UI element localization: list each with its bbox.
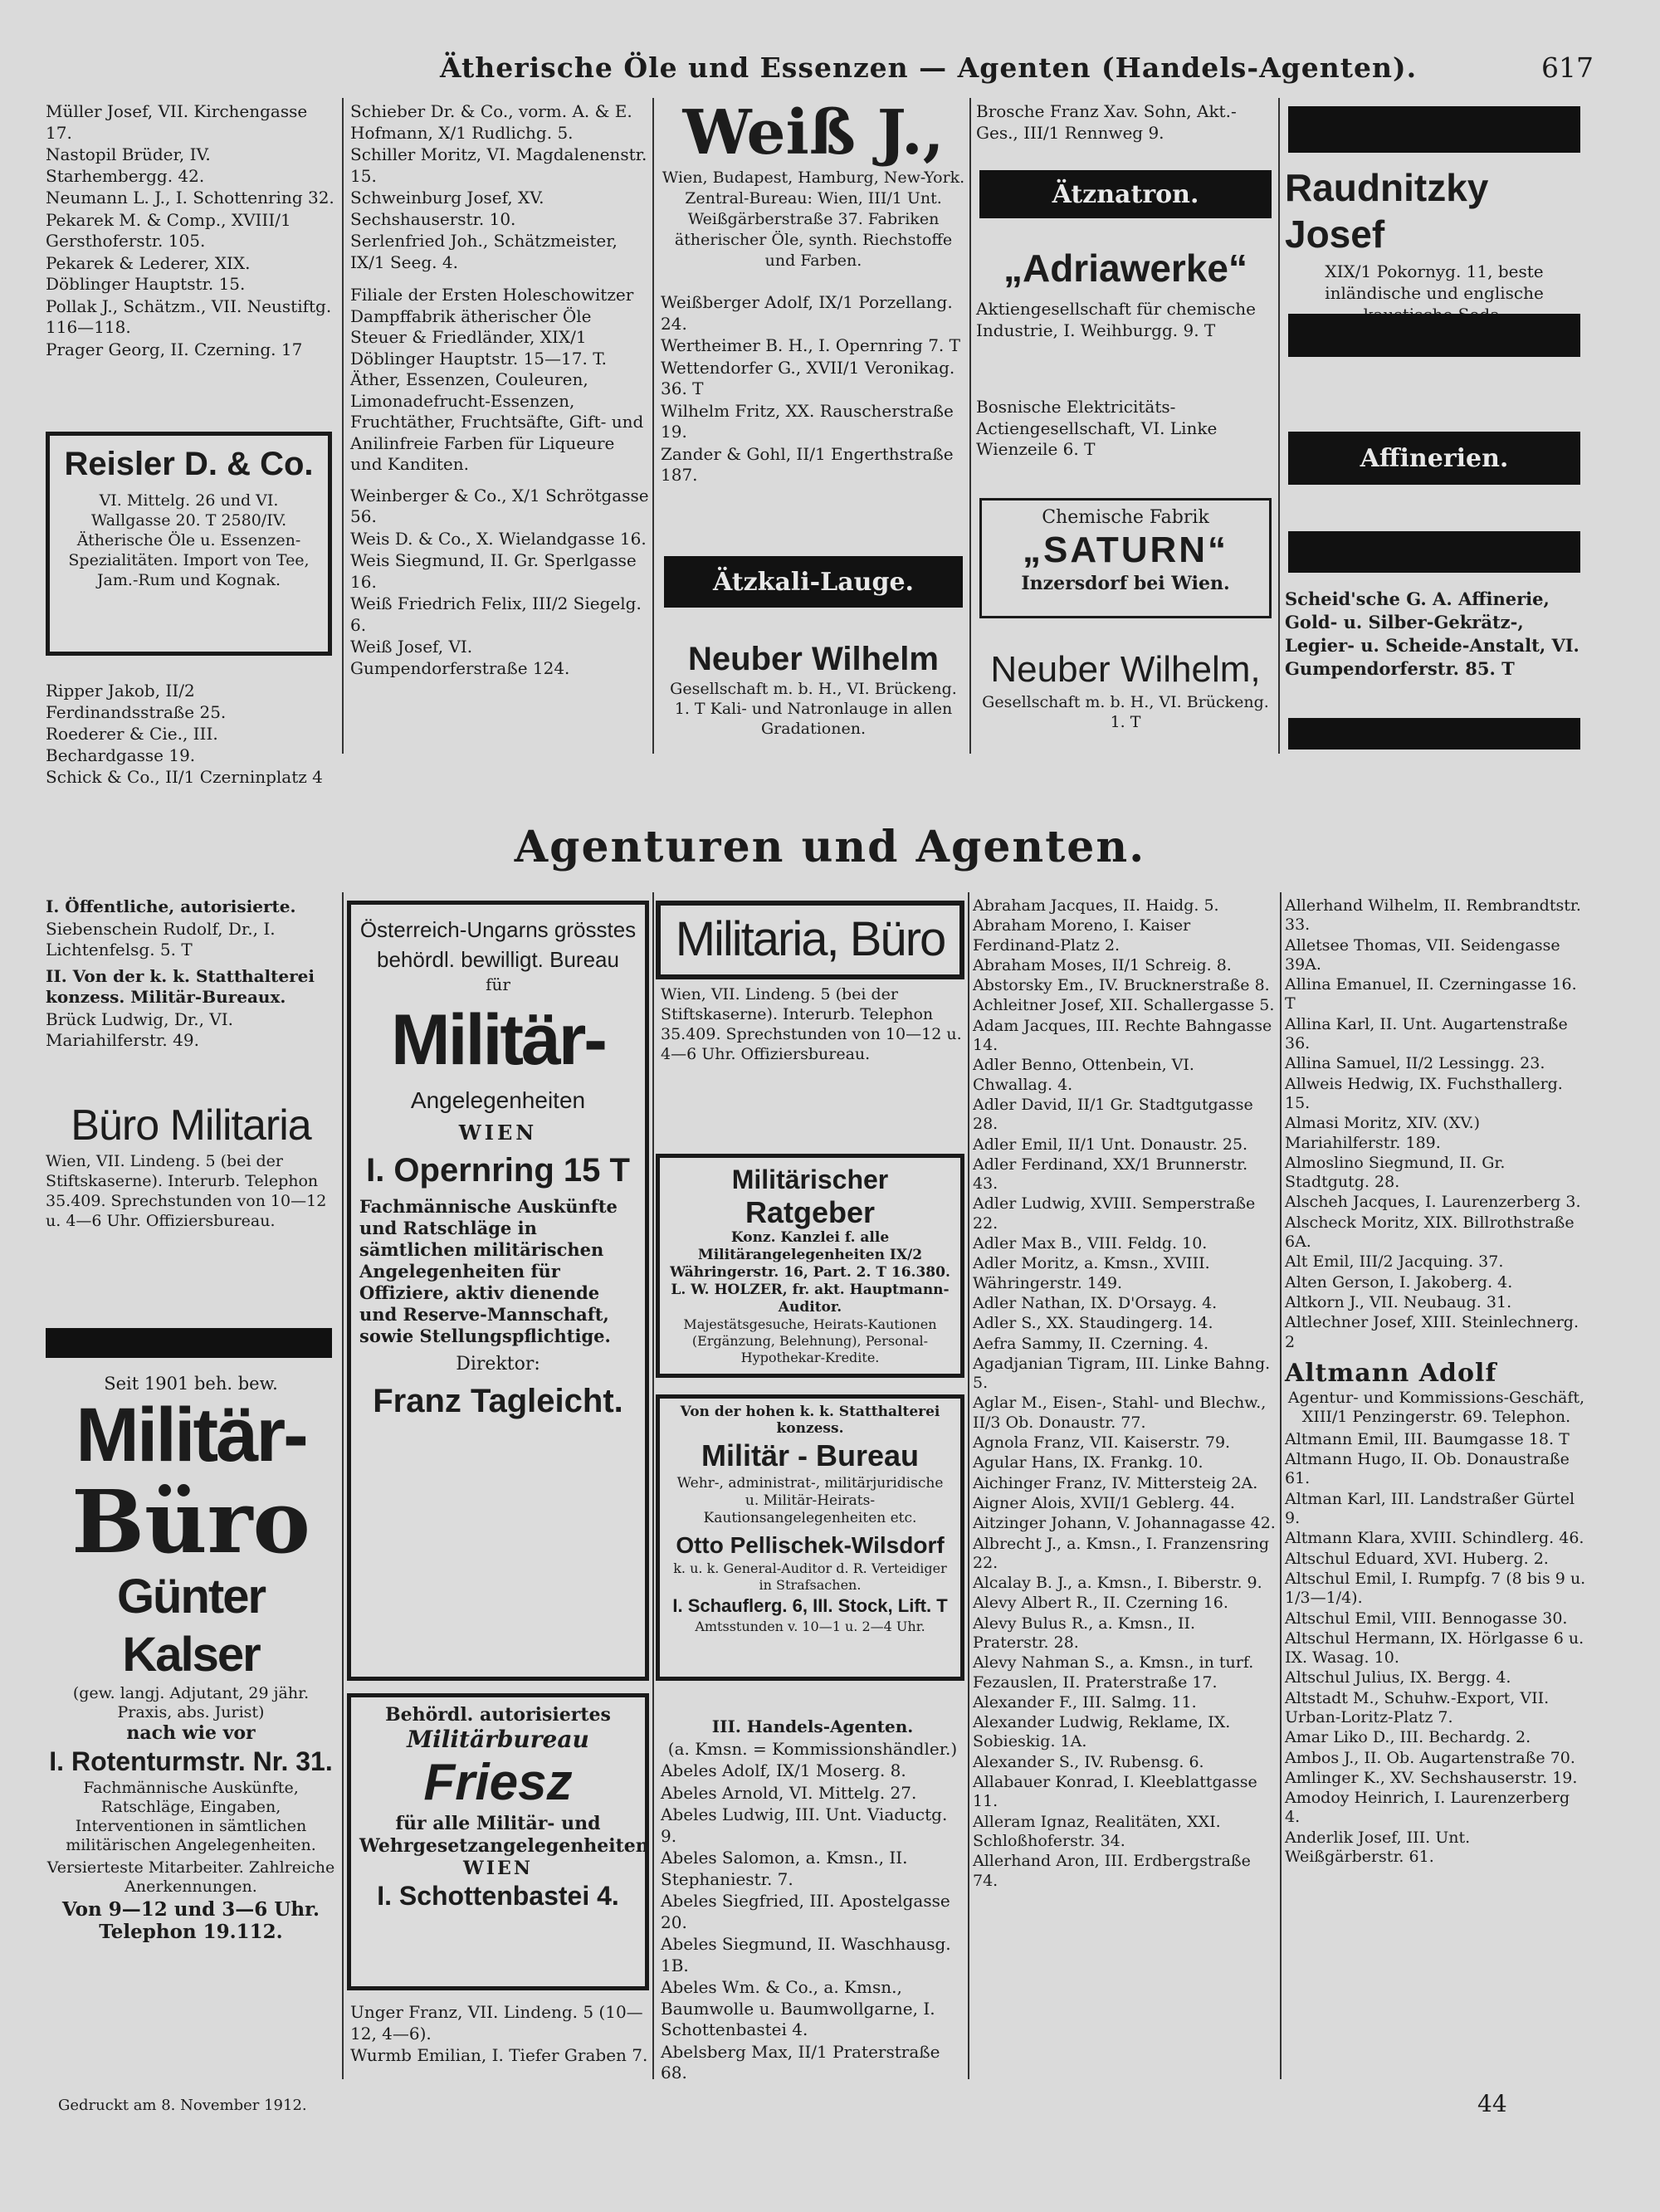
decorative-bar	[1288, 718, 1580, 750]
list-item: Altman Karl, III. Landstraßer Gürtel 9.	[1285, 1489, 1575, 1528]
list-item: Brück Ludwig, Dr., VI. Mariahilferstr. 49.	[46, 1008, 233, 1050]
list-item: Almoslino Siegmund, II. Gr. Stadtgutg. 28.	[1285, 1153, 1506, 1192]
ad-heading: Ratgeber	[745, 1195, 876, 1229]
ad-heading: Militär - Bureau	[701, 1438, 920, 1472]
ad-line: Von der hohen k. k. Statthalterei konzess.	[680, 1404, 940, 1437]
list-item: Adler Emil, II/1 Unt. Donaustr. 25.	[973, 1135, 1248, 1154]
section-bar-affinerien: Affinerien.	[1288, 432, 1580, 485]
list-item: Wertheimer B. H., I. Opernring 7. T	[661, 335, 960, 355]
ad-line: Versierteste Mitarbeiter. Zahlreiche Anerkennungen.	[46, 1858, 335, 1896]
ad-text: XIX/1 Pokornyg. 11, beste inländische und englische	[1325, 261, 1544, 303]
page-header	[33, 51, 1627, 88]
list-item: Alevy Nahman S., a. Kmsn., in turf. Fezauslen, II. Praterstraße 17.	[973, 1653, 1254, 1692]
ad-text: Wien, VII. Lindeng. 5 (bei der Stiftskaserne). Interurb. Telephon 35.409. Sprechstunden von 10—12 u. 4—6 Uhr. Offiziersbureau.	[46, 1152, 327, 1230]
list-item: Adler Nathan, IX. D'Orsayg. 4.	[973, 1293, 1218, 1312]
list-item: Altlechner Josef, XIII. Steinlechnerg. 2	[1285, 1313, 1579, 1351]
ad-heading: I. Schottenbastei 4.	[377, 1881, 619, 1911]
list-item: Abraham Moreno, I. Kaiser Ferdinand-Platz 2.	[973, 916, 1191, 955]
list-item: Almasi Moritz, XIV. (XV.) Mariahilferstr. 189.	[1285, 1114, 1481, 1152]
list-item: Abraham Jacques, II. Haidg. 5.	[973, 896, 1219, 915]
list-item: Alexander Ludwig, Reklame, IX. Sobieskig. 1A.	[973, 1713, 1231, 1751]
ad-heading: Büro	[71, 1471, 310, 1573]
column-rule	[652, 892, 654, 2079]
list-item: Pekarek & Lederer, XIX. Döblinger Hauptstr. 15.	[46, 252, 251, 294]
page-title: Ätherische Öle und Essenzen — Agenten (Handels-Agenten).	[440, 51, 1418, 84]
ad-text: Agentur- und Kommissions-Geschäft, XIII/1 Penzingerstr. 69. Telephon.	[1287, 1388, 1585, 1426]
bottom-column-1	[46, 896, 336, 1052]
ad-line: Angelegenheiten	[410, 1087, 586, 1113]
list-item: Neumann L. J., I. Schottenring 32.	[46, 188, 334, 208]
list-item: Altschul Emil, VIII. Bennogasse 30.	[1285, 1609, 1568, 1628]
ad-line: WIEN	[458, 1121, 538, 1145]
list-item: Aefra Sammy, II. Czerning. 4.	[973, 1334, 1208, 1353]
column-rule	[969, 98, 971, 754]
column-rule	[652, 98, 654, 754]
ad-line: Inzersdorf bei Wien.	[1021, 573, 1230, 594]
list-item: Amodoy Heinrich, I. Laurenzerberg 4.	[1285, 1789, 1570, 1827]
list-item: Wilhelm Fritz, XX. Rauscherstraße 19.	[661, 400, 954, 442]
list-item: Achleitner Josef, XII. Schallergasse 5.	[973, 996, 1275, 1015]
ad-text: L. W. HOLZER, fr. akt. Hauptmann-Auditor.	[671, 1282, 950, 1316]
bottom-column-3	[661, 1716, 964, 2085]
list-item: Abeles Wm. & Co., a. Kmsn., Baumwolle u. Baumwollgarne, I. Schottenbastei 4.	[661, 1977, 935, 2039]
list-item: Aichinger Franz, IV. Mittersteig 2A.	[973, 1473, 1258, 1492]
ad-text: Aktiengesellschaft für chemische Industrie, I. Weihburgg. 9. T	[976, 299, 1256, 340]
list-item: Agnola Franz, VII. Kaiserstr. 79.	[973, 1433, 1231, 1453]
list-item: Allweis Hedwig, IX. Fuchsthallerg. 15.	[1285, 1074, 1563, 1112]
ad-heading: Neuber Wilhelm	[688, 641, 939, 677]
list-item: Aitzinger Johann, V. Johannagasse 42.	[973, 1514, 1276, 1533]
list-note: (a. Kmsn. = Kommissionshändler.)	[667, 1738, 958, 1759]
column-rule	[342, 98, 344, 754]
list-item: Abstorsky Em., IV. Brucknerstraße 8.	[973, 976, 1270, 995]
ad-line: nach wie vor	[126, 1722, 256, 1744]
ad-heading: Weiß J.,	[682, 97, 945, 168]
bosn-entry	[976, 397, 1275, 461]
top-column-4	[976, 101, 1275, 144]
list-item: Pollak J., Schätzm., VII. Neustiftg. 116—118.	[46, 295, 332, 337]
list-item: Alexander F., III. Salmg. 11.	[973, 1692, 1197, 1711]
ad-heading: Büro Militaria	[71, 1101, 311, 1150]
list-item: Alten Gerson, I. Jakoberg. 4.	[1285, 1272, 1513, 1292]
ad-text: Konz. Kanzlei f. alle Militärangelegenheiten IX/2 Währingerstr. 16, Part. 2. T 16.380.	[670, 1229, 950, 1281]
list-item: Alexander S., IV. Rubensg. 6.	[973, 1752, 1204, 1771]
altmann-ad	[1285, 1359, 1588, 1427]
kalser-ad	[46, 1374, 336, 1943]
list-item: Alscheck Moritz, XIX. Billrothstraße 6A.	[1285, 1213, 1575, 1252]
friesz-ad	[347, 1693, 649, 1990]
list-item: Ambos J., II. Ob. Augartenstraße 70.	[1285, 1748, 1575, 1767]
list-item: Weis Siegmund, II. Gr. Sperlgasse 16.	[350, 550, 637, 592]
filiale-entry: Filiale der Ersten Holeschowitzer Dampffabrik ätherischer Öle Steuer & Friedländer, XIX/1 Döblinger Hauptstr. 15—17. T. Äther, Essenzen, Couleuren, Limonadefrucht-Essenzen, Fruchtäther, Fruchtsäfte, Gift- und Anilinfreie Farben für Liqueure und Kanditen.	[350, 285, 644, 474]
pellischek-ad	[656, 1394, 964, 1681]
ad-text: Fachmännische Auskünfte und Ratschläge in sämtlichen militärischen Angelegenheiten für Offiziere, aktiv dienende und Reserve-Mannschaft, sowie Stellungspflichtige.	[359, 1196, 618, 1346]
list-item: Schieber Dr. & Co., vorm. A. & E. Hofmann, X/1 Rudlichg. 5.	[350, 101, 632, 143]
list-item: Prager Georg, II. Czerning. 17	[46, 339, 303, 359]
list-item: Allina Karl, II. Unt. Augartenstraße 36.	[1285, 1014, 1568, 1053]
decorative-bar	[1288, 106, 1580, 153]
ad-heading: „SATURN“	[1022, 530, 1229, 570]
column-rule	[342, 892, 344, 2079]
spacer	[350, 476, 649, 485]
buero-militaria-ad	[46, 1100, 336, 1231]
list-item: Adler Ludwig, XVIII. Semperstraße 22.	[973, 1194, 1256, 1233]
ad-line: (gew. langj. Adjutant, 29 jähr. Praxis, abs. Jurist)	[72, 1684, 310, 1721]
list-item: Allerhand Aron, III. Erdbergstraße 74.	[973, 1852, 1251, 1890]
militaria-ad-text: Wien, VII. Lindeng. 5 (bei der Stiftskaserne). Interurb. Telephon 35.409. Sprechstunden von 10—12 u. 4—6 Uhr. Offiziersbureau.	[661, 985, 962, 1063]
list-heading: II. Von der k. k. Statthalterei konzess. Militär-Bureaux.	[46, 965, 315, 1007]
ad-heading: Franz Tagleicht.	[373, 1383, 623, 1419]
list-item: Wurmb Emilian, I. Tiefer Graben 7.	[350, 2045, 648, 2065]
section-bar-aetznatron: Ätznatron.	[979, 170, 1272, 218]
ad-text: Gesellschaft m. b. H., VI. Brückeng. 1. T	[982, 693, 1269, 731]
ad-line: Direktor:	[456, 1354, 540, 1375]
list-item: Adler Benno, Ottenbein, VI. Chwallag. 4.	[973, 1056, 1194, 1094]
ad-text: für alle Militär- und Wehrgesetzangelegenheiten	[359, 1813, 649, 1857]
ad-line: Von 9—12 und 3—6 Uhr.	[61, 1898, 320, 1921]
list-item: Agular Hans, IX. Frankg. 10.	[973, 1453, 1204, 1472]
list-item: Brosche Franz Xav. Sohn, Akt.-Ges., III/1 Rennweg 9.	[976, 101, 1237, 143]
ad-line: Chemische Fabrik	[1042, 507, 1209, 528]
decorative-bar	[46, 1328, 332, 1358]
list-item: Allerhand Wilhelm, II. Rembrandtstr. 33.	[1285, 896, 1581, 935]
list-item: Weinberger & Co., X/1 Schrötgasse 56.	[350, 485, 649, 526]
list-item: Schiller Moritz, VI. Magdalenenstr. 15.	[350, 144, 647, 186]
bottom-column-4	[973, 896, 1276, 1892]
list-item: Adler S., XX. Staudingerg. 14.	[973, 1314, 1213, 1333]
list-item: Alcalay B. J., a. Kmsn., I. Biberstr. 9.	[973, 1574, 1262, 1593]
list-item: Weiß Friedrich Felix, III/2 Siegelg. 6.	[350, 593, 642, 635]
list-item: Abelsberg Max, II/1 Praterstraße 68.	[661, 2041, 940, 2083]
ad-line: I. Rotenturmstr. Nr. 31.	[49, 1746, 333, 1776]
list-item: Müller Josef, VII. Kirchengasse 17.	[46, 101, 308, 143]
list-item: Allina Samuel, II/2 Lessingg. 23.	[1285, 1054, 1545, 1073]
sheet-number: 44	[1477, 2090, 1507, 2117]
column-rule	[968, 892, 969, 2079]
bottom-column-2	[350, 2002, 649, 2068]
ad-line: Militärbureau	[407, 1726, 589, 1753]
list-item: Alscheh Jacques, I. Laurenzerberg 3.	[1285, 1193, 1581, 1212]
list-item: Amar Liko D., III. Bechardg. 2.	[1285, 1728, 1531, 1747]
list-item: Zander & Gohl, II/1 Engerthstraße 187.	[661, 443, 954, 485]
list-item: Allabauer Konrad, I. Kleeblattgasse 11.	[973, 1773, 1257, 1811]
list-item: Altmann Hugo, II. Ob. Donaustraße 61.	[1285, 1450, 1570, 1488]
list-item: Alletsee Thomas, VII. Seidengasse 39A.	[1285, 935, 1560, 974]
adria-ad	[976, 245, 1275, 341]
print-date: Gedruckt am 8. November 1912.	[58, 2097, 307, 2114]
list-item: Altschul Julius, IX. Bergg. 4.	[1285, 1668, 1511, 1687]
list-item: Nastopil Brüder, IV. Starhembergg. 42.	[46, 144, 211, 186]
list-item: Siebenschein Rudolf, Dr., I. Lichtenfelsg. 5. T	[46, 918, 276, 960]
list-item: Weis D. & Co., X. Wielandgasse 16.	[350, 528, 647, 549]
list-item: Schick & Co., II/1 Czerninplatz 4	[46, 767, 323, 787]
list-item: Weißberger Adolf, IX/1 Porzellang. 24.	[661, 292, 953, 334]
ad-line: Österreich-Ungarns grösstes behördl. bewilligt. Bureau	[359, 917, 637, 972]
section-bar-aetzkali: Ätzkali-Lauge.	[664, 556, 963, 608]
list-item: Altschul Emil, I. Rumpfg. 7 (8 bis 9 u. 1/3—1/4).	[1285, 1569, 1586, 1608]
page-number: 617	[1541, 51, 1594, 84]
ad-heading: Militaria, Büro	[675, 912, 945, 966]
list-item: Altschul Hermann, IX. Hörlgasse 6 u. IX. Wasag. 10.	[1285, 1628, 1584, 1668]
ad-text: Gesellschaft m. b. H., VI. Brückeng. 1. T Kali- und Natronlauge in allen Gradationen.	[670, 680, 957, 738]
ad-heading: Reisler D. & Co.	[64, 446, 314, 482]
list-item: Altstadt M., Schuhw.-Export, VII. Urban-Loritz-Platz 7.	[1285, 1688, 1550, 1726]
ad-heading: Militär-	[391, 1000, 605, 1080]
list-item: Aigner Alois, XVII/1 Geblerg. 44.	[973, 1493, 1235, 1512]
list-item: Agadjanian Tigram, III. Linke Bahng. 5.	[973, 1354, 1271, 1393]
list-item: Abeles Arnold, VI. Mittelg. 27.	[661, 1782, 917, 1803]
list-item: Abeles Ludwig, III. Unt. Viaductg. 9.	[661, 1804, 948, 1846]
list-item: Alt Emil, III/2 Jacquing. 37.	[1285, 1252, 1504, 1272]
ad-line: für	[486, 974, 510, 994]
list-item: Altkorn J., VII. Neubaug. 31.	[1285, 1292, 1512, 1311]
list-heading: I. Öffentliche, autorisierte.	[46, 896, 296, 916]
section-heading: Agenturen und Agenten.	[514, 822, 1146, 872]
ad-heading: Raudnitzky Josef	[1285, 166, 1489, 256]
list-heading: III. Handels-Agenten.	[711, 1716, 914, 1736]
ad-text: Majestätsgesuche, Heirats-Kautionen (Ergänzung, Belehnung), Personal-Hypothekar-Kredite.	[683, 1316, 937, 1365]
ad-heading: „Adriawerke“	[1003, 247, 1247, 290]
ad-text: Wehr-, administrat-, militärjuridische u. Militär-Heirats-Kautionsangelegenheiten etc.	[676, 1475, 944, 1526]
list-item: Unger Franz, VII. Lindeng. 5 (10—12, 4—6).	[350, 2002, 643, 2044]
ad-text: k. u. k. General-Auditor d. R. Verteidiger in Strafsachen.	[673, 1560, 947, 1593]
ad-heading: I. Opernring 15 T	[366, 1152, 630, 1189]
list-item: Alleram Ignaz, Realitäten, XXI. Schloßhoferstr. 34.	[973, 1812, 1221, 1850]
list-item: Altschul Eduard, XVI. Huberg. 2.	[1285, 1549, 1549, 1568]
top-column-2	[350, 101, 649, 680]
list-item: Altmann Klara, XVIII. Schindlerg. 46.	[1285, 1529, 1584, 1548]
list-item: Adler Max B., VIII. Feldg. 10.	[973, 1234, 1208, 1253]
list-item: Roederer & Cie., III. Bechardgasse 19.	[46, 724, 218, 765]
list-item: Ripper Jakob, II/2 Ferdinandsstraße 25.	[46, 681, 227, 722]
ad-line: Telephon 19.112.	[99, 1921, 283, 1943]
list-item: Anderlik Josef, III. Unt. Weißgärberstr. 61.	[1285, 1828, 1471, 1867]
decorative-bar	[1288, 314, 1580, 357]
list-item: Abeles Siegmund, II. Waschhausg. 1B.	[661, 1934, 951, 1975]
weiss-ad	[661, 98, 966, 271]
list-item: Serlenfried Joh., Schätzmeister, IX/1 Seeg. 4.	[350, 231, 618, 272]
list-item: Scheid'sche G. A. Affinerie, Gold- u. Silber-Gekrätz-, Legier- u. Scheide-Anstalt, VI. Gumpendorferstr. 85. T	[1285, 588, 1579, 679]
scheid-entry	[1285, 588, 1584, 681]
list-item: Altmann Emil, III. Baumgasse 18. T	[1285, 1429, 1570, 1448]
list-item: Abeles Adolf, IX/1 Moserg. 8.	[661, 1760, 906, 1780]
bottom-column-5	[1285, 896, 1588, 1868]
list-item: Abeles Siegfried, III. Apostelgasse 20.	[661, 1891, 950, 1932]
list-item: Adler David, II/1 Gr. Stadtgutgasse 28.	[973, 1095, 1253, 1134]
list-item: Alevy Bulus R., a. Kmsn., II. Praterstr. 28.	[973, 1614, 1196, 1652]
ad-heading: Otto Pellischek-Wilsdorf	[676, 1532, 945, 1558]
list-item: Adam Jacques, III. Rechte Bahngasse 14.	[973, 1016, 1272, 1055]
list-item: Abraham Moses, II/1 Schreig. 8.	[973, 955, 1232, 974]
list-item: Adler Moritz, a. Kmsn., XVIII. Währingerstr. 149.	[973, 1254, 1210, 1292]
top-column-1	[46, 101, 336, 361]
ad-line: WIEN	[463, 1858, 533, 1879]
neuber-ad-2	[976, 647, 1275, 732]
ad-text: VI. Mittelg. 26 und VI. Wallgasse 20. T 2580/IV. Ätherische Öle u. Essenzen-Spezialitäten. Import von Tee, Jam.-Rum und Kognak.	[68, 491, 310, 589]
list-item: Abeles Salomon, a. Kmsn., II. Stephaniestr. 7.	[661, 1848, 908, 1889]
list-item: Aglar M., Eisen-, Stahl- und Blechw., II/3 Ob. Donaustr. 77.	[973, 1394, 1267, 1432]
militaria-header-box	[656, 901, 964, 979]
ad-heading: Militärischer	[731, 1165, 889, 1194]
top-column-3	[661, 292, 966, 487]
list-item: Allina Emanuel, II. Czerningasse 16. T	[1285, 975, 1577, 1013]
list-item: Amlinger K., XV. Sechshauserstr. 19.	[1285, 1768, 1578, 1787]
list-item: Pekarek M. & Comp., XVIII/1 Gersthoferstr. 105.	[46, 209, 291, 251]
tagleicht-ad	[347, 901, 649, 1681]
ad-heading: Günter Kalser	[116, 1570, 266, 1682]
ad-heading: Altmann Adolf	[1285, 1358, 1497, 1388]
list-item: Adler Ferdinand, XX/1 Brunnerstr. 43.	[973, 1155, 1248, 1194]
list-item: Weiß Josef, VI. Gumpendorferstraße 124.	[350, 637, 570, 678]
raudnitzky-ad	[1285, 164, 1584, 325]
list-item: Albrecht J., a. Kmsn., I. Franzensring 22.	[973, 1534, 1270, 1572]
ratgeber-ad	[656, 1154, 964, 1378]
ad-line: Amtsstunden v. 10—1 u. 2—4 Uhr.	[695, 1619, 925, 1634]
ad-line: Fachmännische Auskünfte, Ratschläge, Eingaben, Interventionen in sämtlichen militärischen Angelegenheiten.	[66, 1779, 316, 1854]
ad-line: I. Schauflerg. 6, III. Stock, Lift. T	[672, 1595, 948, 1616]
list-item: Wettendorfer G., XVII/1 Veronikag. 36. T	[661, 357, 955, 398]
list-item: Schweinburg Josef, XV. Sechshauserstr. 10.	[350, 188, 544, 229]
ad-heading: Neuber Wilhelm,	[990, 649, 1261, 690]
column-rule	[1280, 892, 1282, 2079]
list-item: Alevy Albert R., II. Czerning 16.	[973, 1594, 1228, 1613]
list-item: Bosnische Elektricitäts-Actiengesellschaft, VI. Linke Wienzeile 6. T	[976, 397, 1218, 459]
ad-line: Behördl. autorisiertes	[385, 1704, 611, 1726]
saturn-ad	[979, 498, 1272, 618]
ad-line: Seit 1901 beh. bew.	[104, 1374, 278, 1394]
decorative-bar	[1288, 531, 1580, 573]
ad-heading: Militär-	[76, 1393, 306, 1477]
neuber-ad-1	[661, 639, 966, 739]
ad-heading: Friesz	[423, 1754, 573, 1811]
column-rule	[1278, 98, 1280, 754]
top-column-1b	[46, 681, 336, 789]
ad-text: Wien, Budapest, Hamburg, New-York. Zentral-Bureau: Wien, III/1 Unt. Weißgärberstraße 37. Fabriken ätherischer Öle, synth. Riechstoffe und Farben.	[662, 168, 965, 270]
reisler-ad	[46, 432, 332, 656]
